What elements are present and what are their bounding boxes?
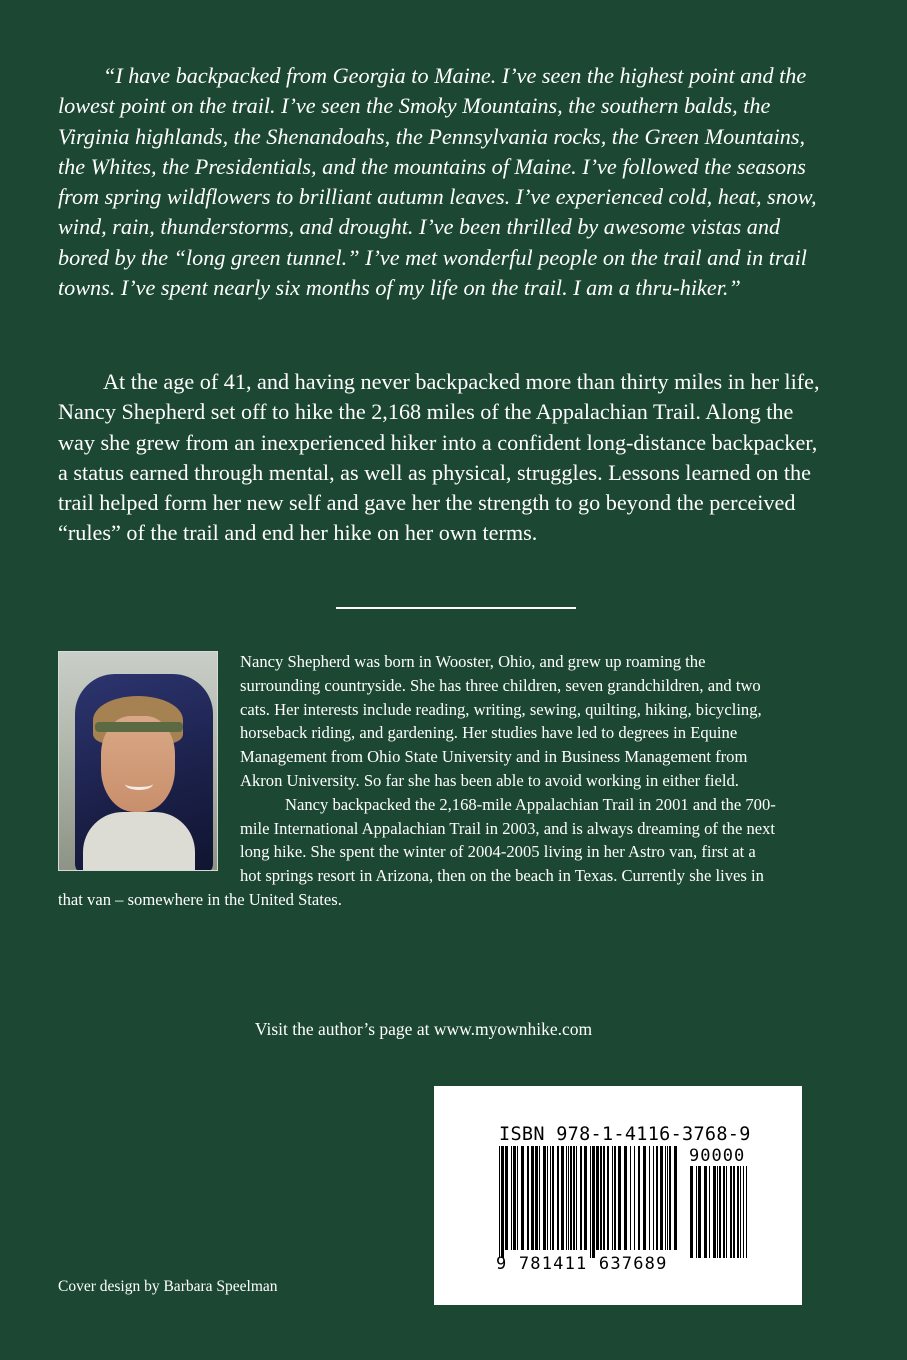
barcode-bar — [596, 1146, 599, 1250]
barcode-bar — [573, 1146, 575, 1250]
addon-barcode — [690, 1166, 752, 1258]
barcode-bar — [719, 1166, 721, 1258]
barcode-bar — [743, 1166, 744, 1258]
barcode-bar — [638, 1146, 640, 1250]
barcode-bar — [580, 1146, 582, 1250]
barcode-bar — [603, 1146, 605, 1250]
barcode-bar — [696, 1166, 697, 1258]
back-cover-quote: “I have backpacked from Georgia to Maine. I’ve seen the highest point and the lowest point on the trail. I’ve seen the Smoky Mountains, the southern balds, the Virginia highlands, the Shenandoahs, the Pennsylvania rocks, the Green Mountains, the Whites, the Presidentials, and the mountains of Maine. I’ve followed the seasons from spring wildflowers to brilliant autumn leaves. I’ve experienced cold, heat, snow, wind, rain, thunderstorms, and drought. I’ve been thrilled by awesome vistas and bored by the “long green tunnel.” I’ve met wonderful people on the trail and in trail towns. I’ve spent nearly six months of my life on the trail. I am a thru-hiker.” — [58, 63, 817, 301]
barcode-bar — [570, 1146, 572, 1250]
barcode-bar — [674, 1146, 677, 1250]
barcode-bar — [543, 1146, 546, 1250]
smile-shape — [125, 778, 153, 790]
barcode-bar — [733, 1166, 735, 1258]
price-code: 90000 — [689, 1146, 746, 1166]
barcode-bar — [649, 1146, 650, 1250]
isbn-barcode-panel — [434, 1086, 802, 1305]
section-divider — [336, 607, 576, 609]
barcode-bar — [624, 1146, 627, 1250]
barcode-bar — [535, 1146, 538, 1250]
barcode-bar — [517, 1146, 518, 1250]
barcode-bar — [505, 1146, 508, 1250]
barcode-bar — [730, 1166, 732, 1258]
ean-barcode — [499, 1146, 681, 1258]
ean-digits: 9 781411 637689 — [496, 1254, 668, 1274]
barcode-bar — [501, 1146, 504, 1258]
barcode-bar — [576, 1146, 577, 1250]
barcode-bar — [740, 1166, 741, 1258]
barcode-bar — [566, 1146, 567, 1250]
barcode-bar — [667, 1146, 668, 1250]
barcode-bar — [513, 1146, 516, 1250]
barcode-bar — [568, 1146, 569, 1250]
barcode-bar — [630, 1146, 631, 1250]
headband-shape — [95, 722, 183, 732]
author-photo — [58, 651, 218, 871]
barcode-bar — [656, 1146, 658, 1250]
barcode-bar — [612, 1146, 613, 1250]
barcode-bar — [539, 1146, 540, 1250]
cover-design-credit: Cover design by Barbara Speelman — [58, 1278, 278, 1295]
barcode-bar — [614, 1146, 616, 1250]
barcode-bar — [550, 1146, 551, 1250]
barcode-bar — [665, 1146, 666, 1250]
barcode-bar — [600, 1146, 602, 1250]
barcode-bar — [527, 1146, 529, 1250]
barcode-bar — [561, 1146, 564, 1250]
bio-paragraph-1: Nancy Shepherd was born in Wooster, Ohio, and grew up roaming the surrounding countryside. She has three children, seven grandchildren, and two cats. Her interests include reading, writing, sewing, quilting, hiking, bicycling, horseback riding, and gardening. Her studies have led to degrees in Equine Management from Ohio State University and in Business Management from Akron University. So far she has been able to avoid working in either field. — [240, 652, 762, 790]
barcode-bar — [660, 1146, 663, 1250]
barcode-bar — [643, 1146, 646, 1250]
author-bio — [58, 650, 778, 912]
barcode-bar — [607, 1146, 609, 1250]
barcode-bar — [584, 1146, 587, 1250]
barcode-bar — [653, 1146, 654, 1250]
barcode-bar — [717, 1166, 718, 1258]
barcode-bar — [531, 1146, 534, 1250]
barcode-bar — [634, 1146, 635, 1250]
barcode-bar — [499, 1146, 500, 1258]
barcode-bar — [592, 1146, 595, 1258]
barcode-bar — [746, 1166, 747, 1258]
barcode-bar — [690, 1166, 693, 1258]
barcode-bar — [698, 1166, 701, 1258]
barcode-bar — [552, 1146, 554, 1250]
barcode-bar — [618, 1146, 621, 1250]
barcode-bar — [557, 1146, 559, 1250]
barcode-bar — [713, 1166, 716, 1258]
shirt-shape — [83, 812, 195, 871]
author-website-line — [0, 1019, 907, 1040]
barcode-bar — [511, 1146, 512, 1250]
barcode-bar — [521, 1146, 524, 1250]
author-website-text: Visit the author’s page at www.myownhike.com — [254, 1019, 593, 1039]
barcode-bar — [590, 1146, 591, 1258]
isbn-label: ISBN 978-1-4116-3768-9 — [499, 1124, 751, 1145]
barcode-bar — [723, 1166, 725, 1258]
barcode-bar — [709, 1166, 710, 1258]
barcode-bar — [704, 1166, 707, 1258]
barcode-bar — [737, 1166, 739, 1258]
barcode-bar — [669, 1146, 671, 1250]
barcode-bar — [726, 1166, 727, 1258]
bio-paragraph-2: Nancy backpacked the 2,168-mile Appalachian Trail in 2001 and the 700-mile International Appalachian Trail in 2003, and is always dreaming of the next long hike. She spent the winter of 2004-2005 living in her Astro van, first at a hot springs resort in Arizona, then on the beach in Texas. Currently she lives in that van – somewhere in the United States. — [58, 794, 776, 909]
barcode-bar — [547, 1146, 548, 1250]
book-summary: At the age of 41, and having never backpacked more than thirty miles in her life, Nancy Shepherd set off to hike the 2,168 miles of the Appalachian Trail. Along the way she grew from an inexperienced hiker into a confident long-distance backpacker, a status earned through mental, as well as physical, struggles. Lessons learned on the trail helped form her new self and gave her the strength to go beyond the perceived “rules” of the trail and end her hike on her own terms. — [58, 369, 820, 546]
